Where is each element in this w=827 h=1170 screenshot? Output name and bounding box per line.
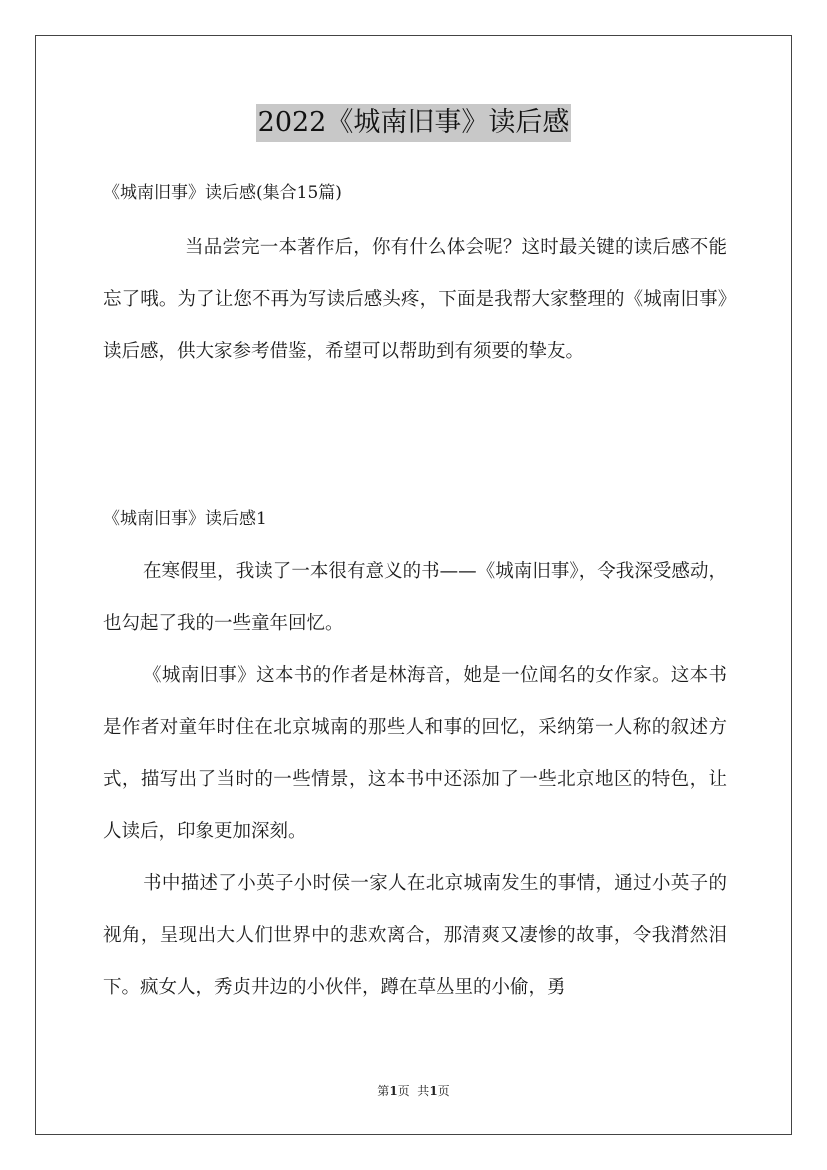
footer-middle: 页 共 — [397, 1084, 430, 1098]
intro-paragraph: 当品尝完一本著作后，你有什么体会呢？这时最关键的读后感不能忘了哦。为了让您不再为写读后感头疼，下面是我帮大家整理的《城南旧事》读后感，供大家参考借鉴，希望可以帮助到有须要的挚友。 — [103, 237, 727, 362]
total-pages-number: 1 — [429, 1084, 438, 1098]
footer-suffix: 页 — [437, 1084, 450, 1098]
document-subtitle: 《城南旧事》读后感(集合15篇) — [103, 183, 342, 203]
document-title: 2022《城南旧事》读后感 — [256, 104, 572, 142]
body-paragraph-2: 《城南旧事》这本书的作者是林海音，她是一位闻名的女作家。这本书是作者对童年时住在北京城南的那些人和事的回忆，采纳第一人称的叙述方式，描写出了当时的一些情景，这本书中还添加了一些北京地区的特色，让人读后，印象更加深刻。 — [103, 665, 727, 842]
body-paragraph-1: 在寒假里，我读了一本很有意义的书——《城南旧事》，令我深受感动，也勾起了我的一些童年回忆。 — [103, 561, 727, 634]
section-heading: 《城南旧事》读后感1 — [103, 509, 267, 529]
current-page-number: 1 — [389, 1084, 398, 1098]
page-footer — [0, 1082, 827, 1100]
title-block — [0, 104, 827, 142]
body-paragraph-3: 书中描述了小英子小时侯一家人在北京城南发生的事情，通过小英子的视角，呈现出大人们世界中的悲欢离合，那清爽又凄惨的故事，令我潸然泪下。疯女人，秀贞井边的小伙伴，蹲在草丛里的小偷，勇 — [103, 873, 727, 998]
footer-prefix: 第 — [377, 1084, 390, 1098]
